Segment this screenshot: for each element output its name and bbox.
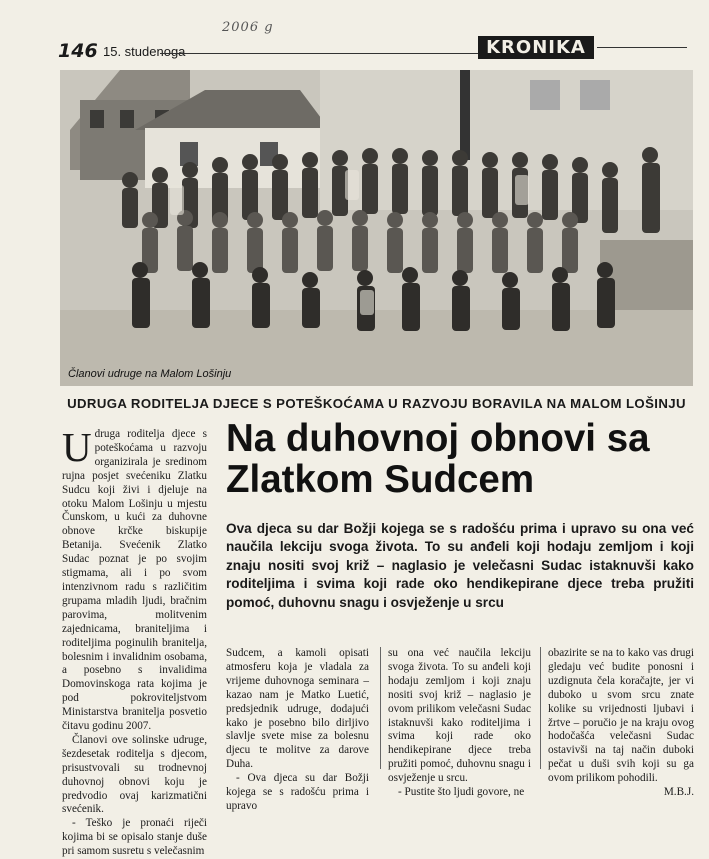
article-headline: Na duhovnoj obnovi sa Zlatkom Sudcem [226, 417, 650, 501]
article-kicker: UDRUGA RODITELJA DJECE S POTEŠKOĆAMA U RAZVOJU BORAVILA NA MALOM LOŠINJU [67, 396, 686, 411]
article-paragraph: - Teško je pronaći riječi kojima bi se opisalo stanje duše pri samom susretu s velečasnim [62, 817, 207, 858]
article-paragraph: druga roditelja djece s poteškoćama u razvoju organizirala je sredinom rujna posjet svećeniku Zlatku Sudcu koji živi i djeluje na otoku Malom Lošinju u mjestu Čunskom, u kući za duhovne obnove krčke biskupije Betanija. Svećenik Zlatko Sudac poznat je po svojim stigmama, ali i po svom intenzivnom radu s različitim grupama mladih ljudi, bračnim parovima, molitvenim zajednicama, braniteljima i roditeljima poginulih branitelja, bolesnim i invalidnim osobama, a posebno s invalidima Domovinskoga rata kojima je pod pokroviteljstvom Ministarstva branitelja posvetio čitavu godinu 2007. [62, 428, 207, 733]
group-photo-illustration [60, 70, 693, 386]
header-rule [160, 53, 478, 54]
article-paragraph: obazirite se na to kako vas drugi gledaju već budite ponosni i uzdignuta čela koračajte, jer vi duboko u svom srcu znate kolike su vrijednosti ljubavi i žrtve – poručio je na kraju ovog hodočašća velečasni Sudac ostavivši na taj način duboki pečat u duši svih koji su ga ovom prilikom pohodili. [548, 647, 694, 785]
article-paragraph: su ona već naučila lekciju svoga života. To su anđeli koji hodaju zemljom i koji znaju nositi svoj križ – naglasio je ovom prilikom velečasni Sudac istaknuvši kako roditeljima i svima koji rade oko hendikepirane djece treba pružiti pomoć, duhovnu snagu i osvježenje u srcu. [388, 647, 531, 785]
article-column-1 [62, 424, 207, 859]
article-column-2 [226, 647, 369, 814]
handwritten-year-note: 2006 g [222, 20, 274, 35]
section-badge: KRONIKA [478, 36, 594, 59]
page-number: 146 [58, 40, 98, 62]
article-column-4 [548, 647, 694, 800]
column-divider [540, 647, 541, 769]
article-paragraph: Sudcem, a kamoli opisati atmosferu koja je vladala za vrijeme duhovnoga seminara – kazao nam je Matko Luetić, predsjednik udruge, dodajući kako je posebno bilo dirljivo slavlje svete mise za bolesnu djecu te molitve za darove Duha. [226, 647, 369, 771]
author-signature: M.B.J. [663, 786, 694, 799]
article-paragraph: - Ova djeca su dar Božji kojega se s radošću prima i upravo [226, 772, 369, 812]
header-rule-right [597, 47, 687, 48]
article-paragraph: Članovi ove solinske udruge, šezdesetak roditelja s djecom, prisustvovali su trodnevnoj duhovnoj obnovi koju je predvodio ovaj karizmatični svećenik. [62, 733, 207, 816]
article-lead: Ova djeca su dar Božji kojega se s radošću prima i upravo su ona već naučila lekciju svoga života. To su anđeli koji hodaju zemljom i koji znaju nositi svoj križ – naglasio je velečasni Sudac istaknuvši kako roditeljima i svima koji rade oko hendikepirane djece treba pružiti pomoć, duhovnu snagu i osvježenje u srcu [226, 521, 694, 610]
column-divider [380, 647, 381, 769]
article-paragraph: - Pustite što ljudi govore, ne [398, 786, 525, 799]
group-photo [60, 70, 693, 386]
article-column-3 [388, 647, 531, 800]
photo-caption: Članovi udruge na Malom Lošinju [68, 368, 232, 380]
drop-cap: U [62, 424, 92, 470]
issue-date: 15. studenoga [103, 44, 186, 59]
